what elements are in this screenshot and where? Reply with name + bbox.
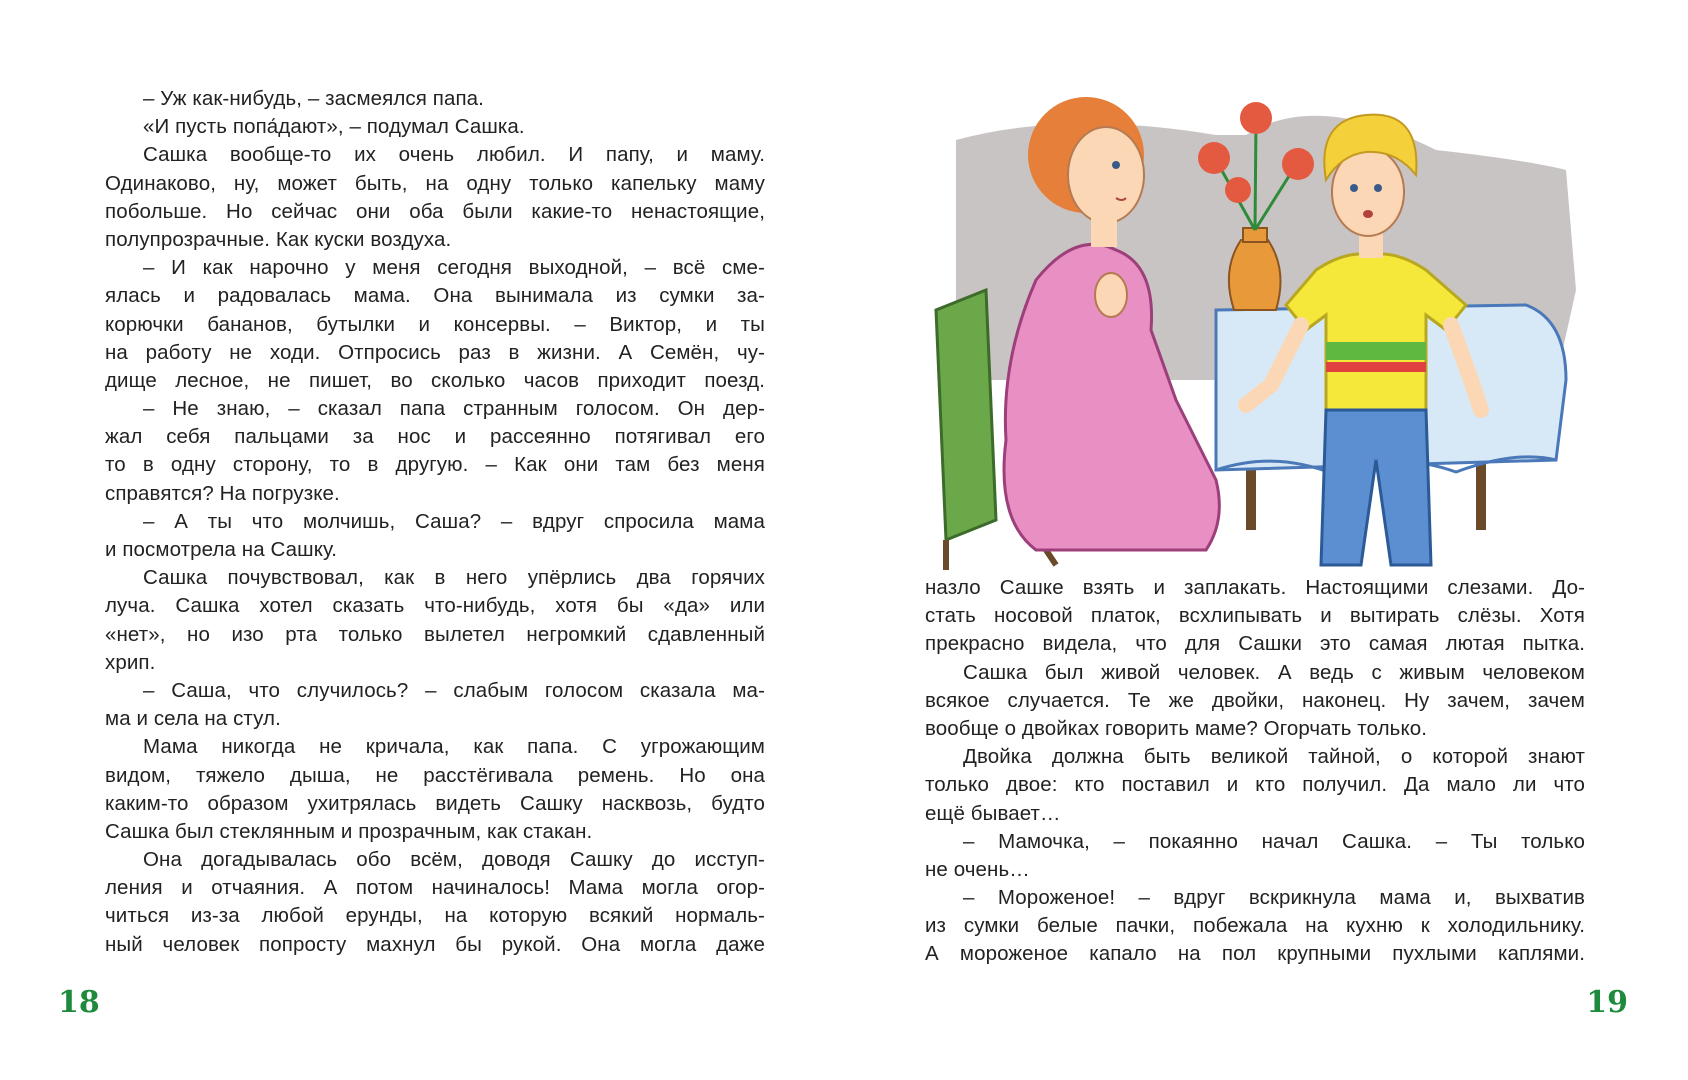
text-line: «И пусть попа́дают», – подумал Сашка. [143, 115, 525, 139]
text-line: побольше. Но сейчас они оба были какие-то ненастоящие, [105, 199, 765, 223]
boy-shirt-stripe-green [1326, 342, 1426, 360]
boy-eye [1350, 184, 1358, 192]
text-line: стать носовой платок, всхлипывать и вытирать слёзы. Хотя [925, 604, 1585, 628]
text-line: жал себя пальцами за нос и рассеянно потягивал его [105, 425, 765, 449]
text-line: видом, тяжело дыша, не расстёгивала ремень. Но она [105, 763, 765, 787]
text-line: не очень… [925, 857, 1030, 881]
text-line: только двое: кто поставил и кто получил. Да мало ли что [925, 773, 1585, 797]
text-line: корючки бананов, бутылки и консервы. – Виктор, и ты [105, 312, 765, 336]
text-line: всякое случается. Те же двойки, наконец. Ну зачем, зачем [925, 688, 1585, 712]
text-line: полупрозрачные. Как куски воздуха. [105, 227, 452, 251]
boy-pants [1321, 410, 1431, 565]
text-line: ления и отчаяния. А потом начиналось! Мама могла огор- [105, 876, 765, 900]
page-number-right: 19 [1586, 985, 1628, 1020]
text-line: – И как нарочно у меня сегодня выходной, – всё сме- [143, 256, 765, 280]
text-line: ялась и радовалась мама. Она вынимала из сумки за- [105, 284, 765, 308]
mother-face [1068, 127, 1144, 223]
text-line: – Саша, что случилось? – слабым голосом сказала ма- [143, 678, 765, 702]
text-line: – Уж как-нибудь, – засмеялся папа. [143, 87, 484, 110]
flower [1198, 142, 1230, 174]
text-line: прекрасно видела, что для Сашки это самая лютая пытка. [925, 632, 1585, 656]
text-line: назло Сашке взять и заплакать. Настоящими слезами. До- [925, 576, 1585, 599]
text-line: вообще о двойках говорить маме? Огорчать только. [925, 716, 1428, 740]
right-page-text [925, 574, 1585, 969]
text-line: из сумки белые пачки, побежала на кухню к холодильнику. [925, 914, 1585, 938]
flower [1240, 102, 1272, 134]
vase-neck [1243, 228, 1267, 242]
text-line: Сашка почувствовал, как в него упёрлись два горячих [143, 566, 765, 590]
text-line: – Мороженое! – вдруг вскрикнула мама и, выхватив [963, 886, 1585, 910]
boy-shirt-stripe-red [1326, 362, 1426, 372]
text-line: Сашка был стеклянным и прозрачным, как стакан. [105, 819, 593, 843]
left-page-text [105, 85, 765, 959]
text-line: Двойка должна быть великой тайной, о которой знают [963, 745, 1585, 769]
illustration-mother-and-son [916, 80, 1606, 570]
boy-eye [1374, 184, 1382, 192]
text-line: дище лесное, не пишет, во сколько часов приходит поезд. [105, 368, 765, 392]
page-number-left: 18 [58, 985, 100, 1020]
vase [1229, 240, 1281, 310]
flower [1282, 148, 1314, 180]
mother-hand [1095, 273, 1127, 317]
right-page [844, 0, 1688, 1080]
text-line: Одинаково, ну, может быть, на одну только капельку маму [105, 171, 765, 195]
text-line: ма и села на стул. [105, 707, 281, 731]
text-line: читься из-за любой ерунды, на которую всякий нормаль- [105, 904, 765, 928]
text-line: Сашка вообще-то их очень любил. И папу, и маму. [143, 143, 765, 167]
mother-neck [1091, 215, 1117, 247]
text-line: «нет», но изо рта только вылетел негромкий сдавленный [105, 622, 765, 646]
text-line: Сашка был живой человек. А ведь с живым человеком [963, 660, 1585, 684]
text-line: то в одну сторону, то в другую. – Как они там без меня [105, 453, 765, 477]
text-line: каким-то образом ухитрялась видеть Сашку насквозь, будто [105, 791, 765, 815]
text-line: Она догадывалась обо всём, доводя Сашку до исступ- [143, 848, 765, 872]
text-line: луча. Сашка хотел сказать что-нибудь, хотя бы «да» или [105, 594, 765, 618]
text-line: на работу не ходи. Отпросись раз в жизни. А Семён, чу- [105, 340, 765, 364]
text-line: ный человек попросту махнул бы рукой. Она могла даже [105, 932, 765, 956]
boy-mouth [1363, 210, 1373, 218]
flower [1225, 177, 1251, 203]
flower-stem [1255, 120, 1256, 230]
text-line: ещё бывает… [925, 801, 1061, 825]
text-line: – Не знаю, – сказал папа странным голосом. Он дер- [143, 397, 765, 421]
text-line: справятся? На погрузке. [105, 481, 340, 505]
text-line: А мороженое капало на пол крупными пухлыми каплями. [925, 942, 1585, 966]
text-line: хрип. [105, 650, 156, 674]
text-line: – А ты что молчишь, Саша? – вдруг спросила мама [143, 509, 765, 533]
text-line: – Мамочка, – покаянно начал Сашка. – Ты только [963, 829, 1585, 853]
chair [936, 290, 996, 540]
text-line: Мама никогда не кричала, как папа. С угрожающим [143, 735, 765, 759]
text-line: и посмотрела на Сашку. [105, 538, 338, 561]
mother-eye [1112, 161, 1120, 169]
